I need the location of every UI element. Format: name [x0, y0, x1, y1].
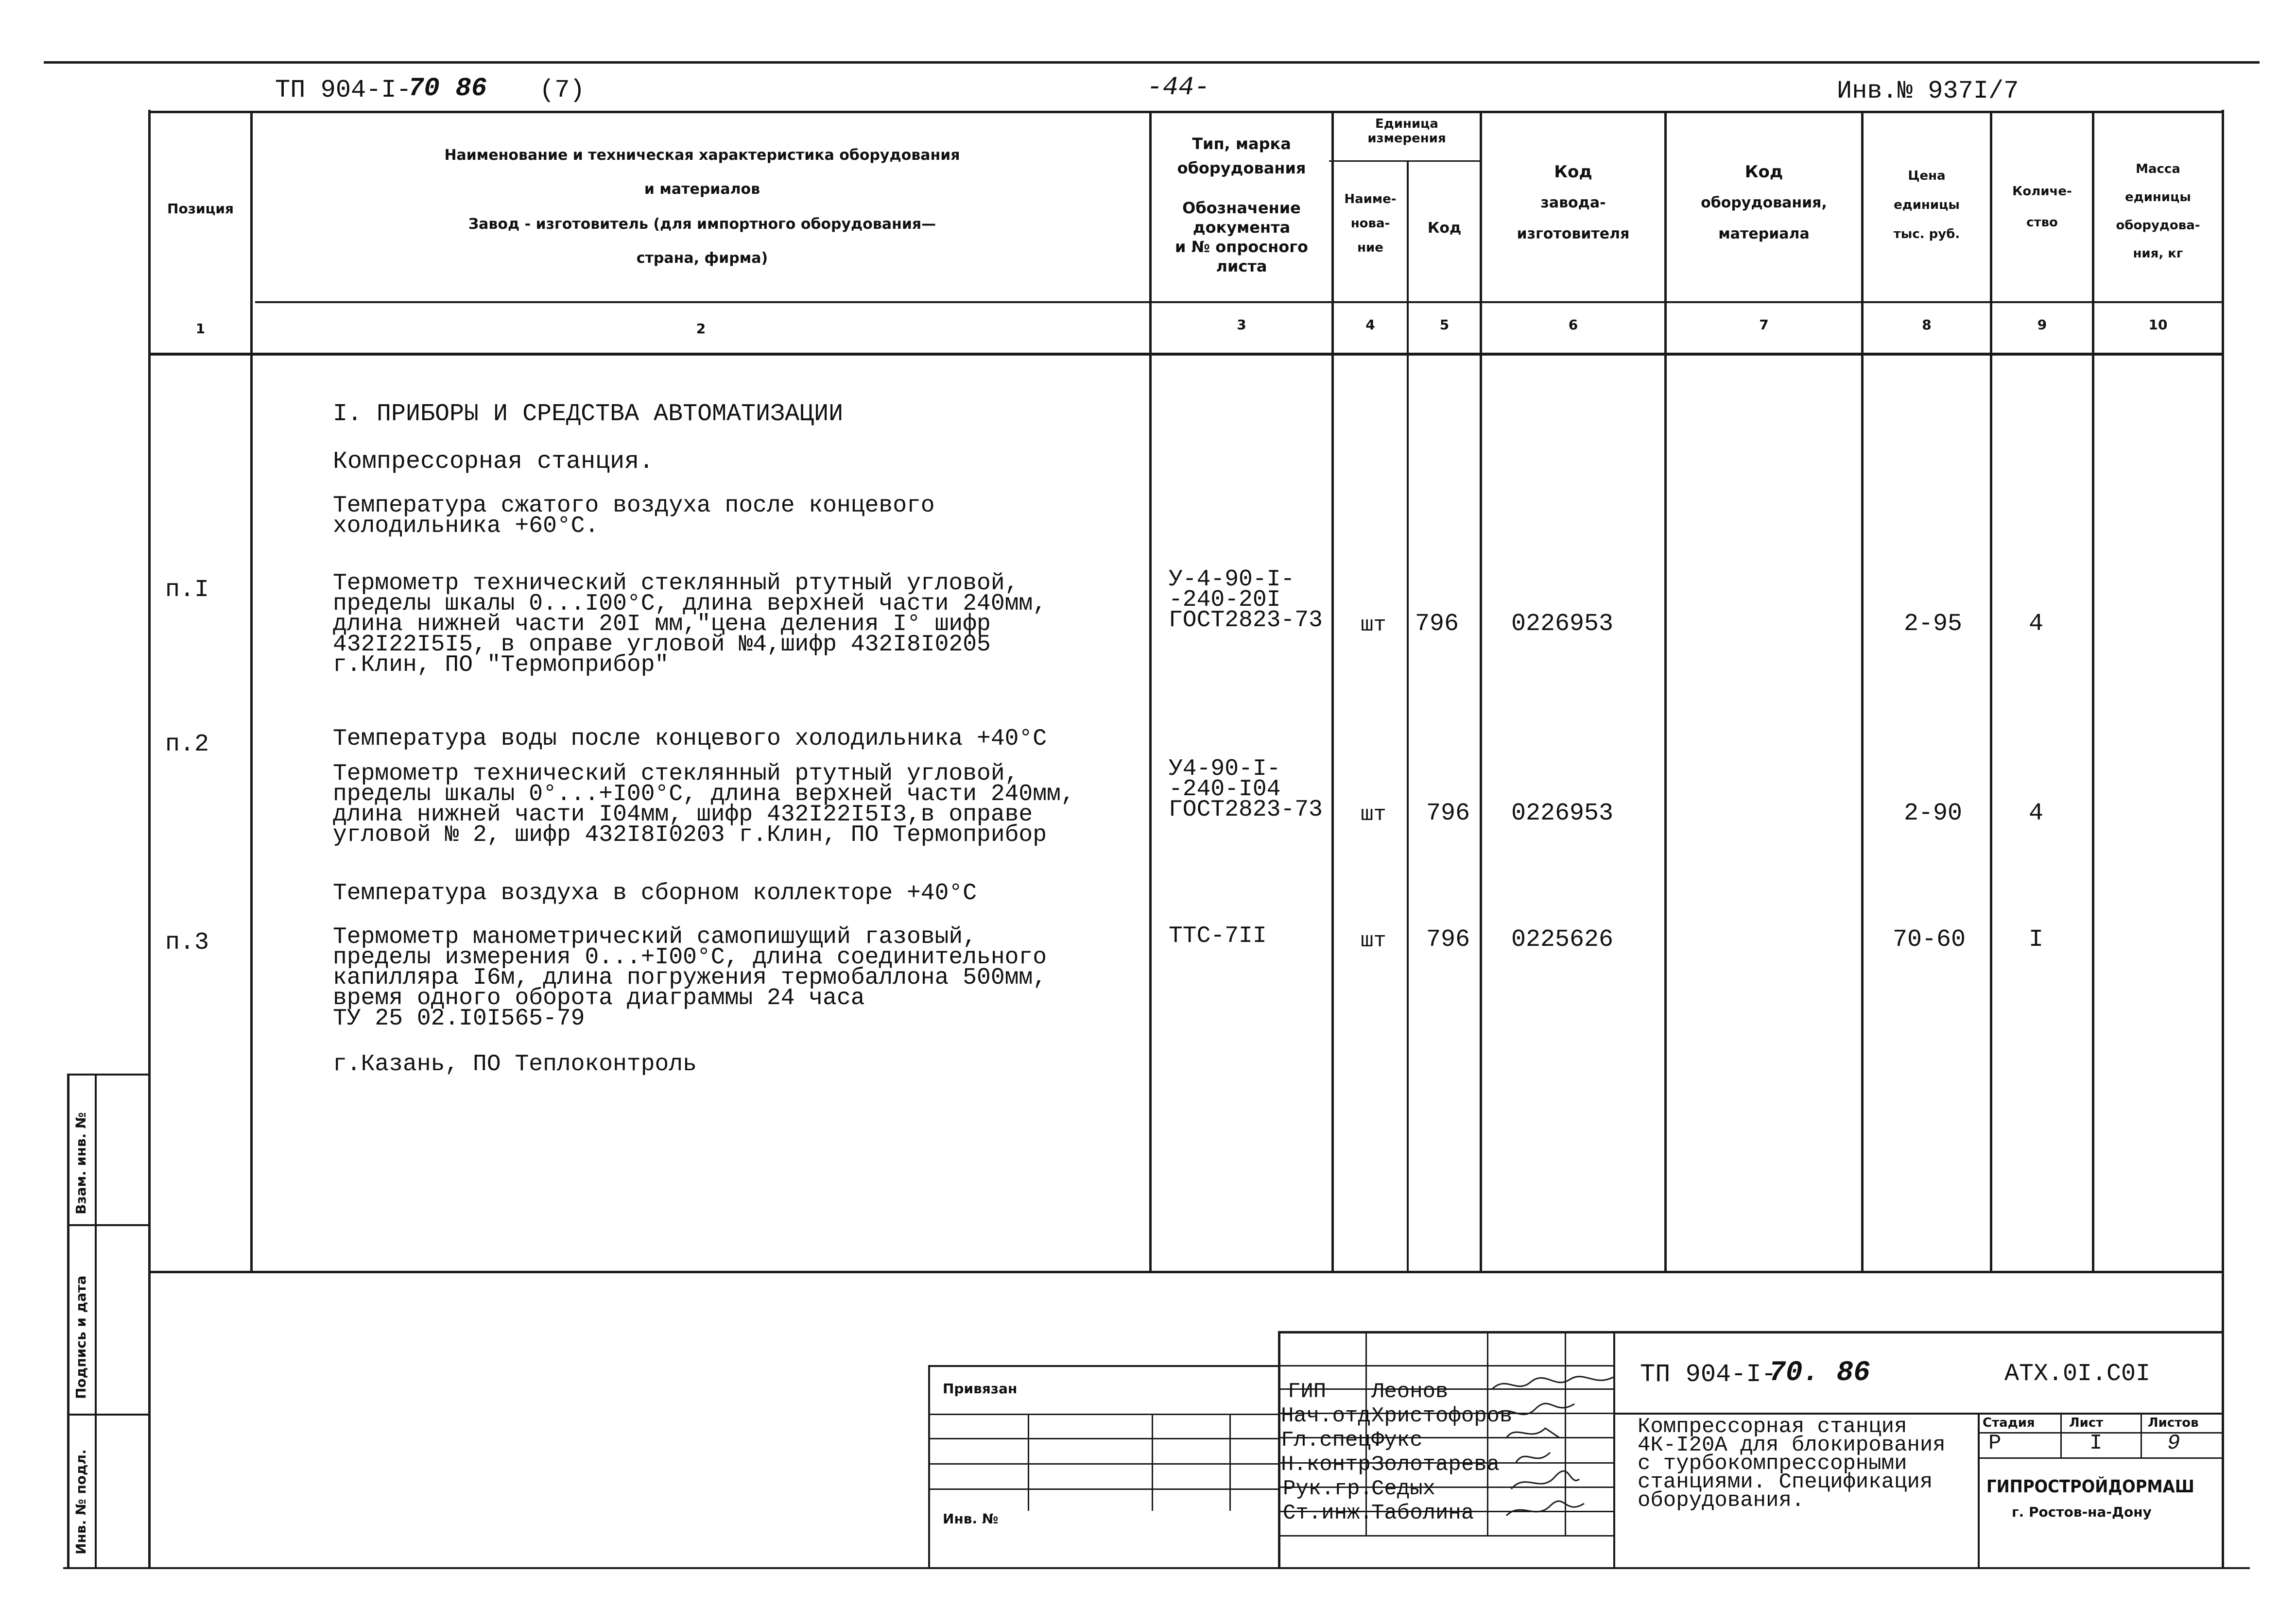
person-name: Золотарева	[1371, 1452, 1500, 1477]
person-name: Фукс	[1371, 1428, 1423, 1452]
item-desc-line: длина нижней части 20I мм,"цена деления I° шифр	[333, 611, 991, 637]
sheet-label: Лист	[2069, 1416, 2104, 1430]
person-name: Таболина	[1371, 1501, 1474, 1525]
note-line-1: Температура сжатого воздуха после концевого	[333, 493, 935, 519]
role-label: Н.контр	[1281, 1452, 1371, 1477]
title-line: с турбокомпрессорными	[1638, 1452, 1907, 1476]
side-label-signature-date: Подпись и дата	[73, 1275, 89, 1399]
col-header-unit-code: Код	[1427, 220, 1462, 237]
sheets-label: Листов	[2148, 1416, 2199, 1430]
role-label: ГИП	[1288, 1380, 1327, 1404]
item-factory-code: 0226953	[1511, 800, 1614, 827]
header-bottom-line	[148, 353, 2224, 356]
doc-code-handwritten: 70 86	[408, 74, 487, 103]
stage-value: Р	[1988, 1431, 2002, 1455]
role-label: Ст.инж.	[1283, 1501, 1373, 1525]
item-desc-line: пределы шкалы 0°...+I00°С, длина верхней части 240мм,	[333, 781, 1075, 807]
item-desc-line: Термометр манометрический самопишущий газовый,	[333, 924, 977, 950]
item-factory-code: 0226953	[1511, 610, 1614, 638]
item-quantity: 4	[2029, 800, 2044, 827]
side-label-original-inv: Инв. № подл.	[73, 1449, 89, 1555]
station-name: Компрессорная станция.	[333, 448, 654, 476]
bound-label: Привязан	[943, 1381, 1018, 1397]
col-line-9	[2092, 111, 2094, 1273]
item-pre-line: Температура воздуха в сборном коллекторе +40°С	[333, 880, 977, 906]
item-price: 2-95	[1904, 610, 1963, 638]
signatures-graphic	[1487, 1370, 1633, 1535]
item-desc-line: капилляра I6м, длина погружения термобаллона 500мм,	[333, 965, 1047, 991]
title-line: 4К-I20А для блокирования	[1638, 1433, 1946, 1457]
col-line-8	[1990, 111, 1992, 1273]
col-line-1	[250, 111, 253, 1273]
sheets-value: 9	[2167, 1431, 2180, 1455]
item-price: 2-90	[1904, 800, 1963, 827]
col-line-4	[1407, 162, 1409, 1273]
col-line-6	[1664, 111, 1667, 1273]
organization-city: г. Ростов-на-Дону	[2012, 1504, 2152, 1520]
item-position: п.I	[165, 576, 209, 604]
bound-inv-label: Инв. №	[943, 1511, 999, 1527]
item-desc-line: время одного оборота диаграммы 24 часа	[333, 985, 865, 1011]
item-unit: шт	[1361, 929, 1386, 953]
col-line-2	[1149, 111, 1152, 1273]
item-desc-line: 432I22I5I5, в оправе угловой №4,шифр 432I8I0205	[333, 632, 991, 658]
item-desc-line: Термометр технический стеклянный ртутный угловой,	[333, 570, 1019, 597]
sheet-code: АТХ.0I.С0I	[2004, 1360, 2151, 1388]
item-position: п.3	[165, 929, 209, 957]
page-number: -44-	[1147, 73, 1210, 103]
item-unit-code: 796	[1426, 926, 1470, 954]
item-factory-code: 0225626	[1511, 926, 1614, 954]
item-desc-line: пределы измерения 0...+I00°С, длина соединительного	[333, 944, 1047, 971]
title-doc-code-handwritten: 70. 86	[1769, 1357, 1870, 1389]
col-line-7	[1861, 111, 1864, 1273]
item-type-line: ГОСТ2823-73	[1169, 607, 1323, 633]
top-header	[0, 0, 2296, 110]
inventory-number: Инв.№ 937I/7	[1837, 77, 2019, 105]
item-desc-line: Термометр технический стеклянный ртутный угловой,	[333, 761, 1019, 787]
doc-code: ТП 904-I-	[275, 76, 412, 104]
item-type-line: ГОСТ2823-73	[1169, 797, 1323, 823]
section-title: I. ПРИБОРЫ И СРЕДСТВА АВТОМАТИЗАЦИИ	[333, 400, 844, 428]
col-line-5	[1480, 111, 1482, 1273]
stage-label: Стадия	[1983, 1416, 2035, 1430]
role-label: Рук.гр.	[1283, 1477, 1373, 1501]
item-unit-code: 796	[1426, 800, 1470, 827]
item-position: п.2	[165, 731, 209, 758]
title-line: станциями. Спецификация	[1638, 1470, 1933, 1494]
sheet-value: I	[2089, 1431, 2103, 1455]
side-label-replaced-inv: Взам. инв. №	[73, 1112, 89, 1214]
person-name: Христофоров	[1371, 1404, 1513, 1428]
organization-name: ГИПРОСТРОЙДОРМАШ	[1986, 1477, 2194, 1497]
item-pre-line: Температура воды после концевого холодильника +40°С	[333, 726, 1047, 752]
item-quantity: I	[2029, 926, 2044, 954]
item-type-line: ТТС-7II	[1169, 923, 1267, 949]
item-desc-line: длина нижней части I04мм, шифр 432I22I5I3,в оправе	[333, 802, 1033, 828]
person-name: Седых	[1371, 1477, 1436, 1501]
note-line-2: холодильника +60°С.	[333, 513, 599, 539]
item-quantity: 4	[2029, 610, 2044, 638]
role-label: Нач.отд	[1281, 1404, 1371, 1428]
frame-right	[2222, 110, 2224, 1569]
title-line: оборудования.	[1638, 1488, 1805, 1513]
item-type-line: -240-20I	[1169, 587, 1281, 613]
frame-left-strip	[67, 1074, 69, 1569]
item-type-line: У4-90-I-	[1169, 756, 1281, 782]
item-desc-line: пределы шкалы 0...I00°С, длина верхней части 240мм,	[333, 591, 1047, 617]
item-desc-line: угловой № 2, шифр 432I8I0203 г.Клин, ПО Термоприбор	[333, 822, 1047, 848]
person-name: Леонов	[1371, 1380, 1449, 1404]
title-line: Компрессорная станция	[1638, 1415, 1907, 1439]
col-line-3	[1331, 111, 1334, 1273]
item-unit: шт	[1361, 803, 1386, 827]
table-top-line	[148, 111, 2224, 113]
item-post-line: г.Казань, ПО Теплоконтроль	[333, 1051, 697, 1077]
unit-group-line	[1329, 160, 1480, 162]
title-doc-code: ТП 904-I-	[1640, 1360, 1777, 1389]
item-type-line: -240-I04	[1169, 776, 1281, 803]
header-divider	[255, 301, 2222, 303]
item-unit-code: 796	[1415, 610, 1459, 638]
item-unit: шт	[1361, 613, 1386, 637]
role-label: Гл.спец.	[1281, 1428, 1384, 1452]
item-type-line: У-4-90-I-	[1169, 566, 1295, 593]
frame-bottom	[63, 1567, 2250, 1569]
table-bottom-line	[148, 1271, 2224, 1273]
item-desc-line: ТУ 25 02.I0I565-79	[333, 1006, 585, 1032]
doc-part: (7)	[539, 76, 585, 104]
col-header-position: Позиция	[167, 201, 234, 217]
item-desc-line: г.Клин, ПО "Термоприбор"	[333, 652, 669, 678]
item-price: 70-60	[1893, 926, 1966, 954]
